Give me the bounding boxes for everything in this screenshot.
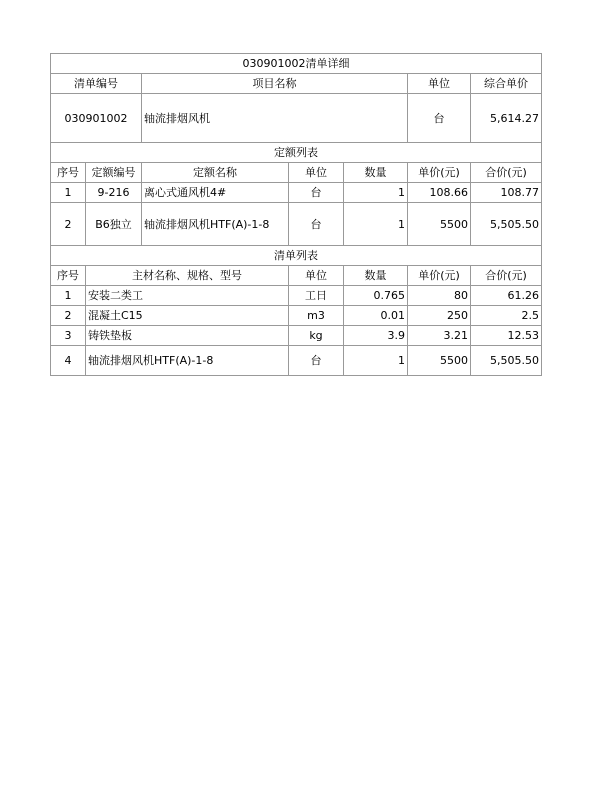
material-seq: 1 — [51, 286, 86, 306]
quota-unit: 台 — [289, 203, 344, 246]
quota-total: 108.77 — [471, 183, 542, 203]
quota-price: 5500 — [408, 203, 471, 246]
material-price: 3.21 — [408, 326, 471, 346]
material-unit: kg — [289, 326, 344, 346]
quota-section-title: 定额列表 — [51, 143, 542, 163]
material-qty: 3.9 — [344, 326, 408, 346]
quota-seq-header: 序号 — [51, 163, 86, 183]
quota-section-row — [51, 143, 542, 163]
quota-name-header: 定额名称 — [142, 163, 289, 183]
quota-header-row — [51, 163, 542, 183]
bill-price: 5,614.27 — [471, 94, 542, 143]
quota-qty: 1 — [344, 203, 408, 246]
material-qty: 0.01 — [344, 306, 408, 326]
bill-name: 轴流排烟风机 — [142, 94, 408, 143]
material-section-row — [51, 246, 542, 266]
material-total: 2.5 — [471, 306, 542, 326]
quota-name: 离心式通风机4# — [142, 183, 289, 203]
material-qty: 1 — [344, 346, 408, 376]
material-price-header: 单价(元) — [408, 266, 471, 286]
material-unit: m3 — [289, 306, 344, 326]
material-unit: 台 — [289, 346, 344, 376]
material-name: 轴流排烟风机HTF(A)-1-8 — [86, 346, 289, 376]
material-qty-header: 数量 — [344, 266, 408, 286]
material-seq: 2 — [51, 306, 86, 326]
quota-total-header: 合价(元) — [471, 163, 542, 183]
bill-unit-header: 单位 — [408, 74, 471, 94]
material-section-title: 清单列表 — [51, 246, 542, 266]
quota-total: 5,505.50 — [471, 203, 542, 246]
material-seq-header: 序号 — [51, 266, 86, 286]
quota-code: 9-216 — [86, 183, 142, 203]
quota-unit: 台 — [289, 183, 344, 203]
material-qty: 0.765 — [344, 286, 408, 306]
material-total-header: 合价(元) — [471, 266, 542, 286]
table-row — [51, 183, 542, 203]
title-row — [51, 54, 542, 74]
table-row — [51, 286, 542, 306]
quota-price-header: 单价(元) — [408, 163, 471, 183]
table-row — [51, 203, 542, 246]
material-total: 5,505.50 — [471, 346, 542, 376]
material-total: 12.53 — [471, 326, 542, 346]
quota-price: 108.66 — [408, 183, 471, 203]
bill-detail-table — [50, 53, 542, 376]
quota-name: 轴流排烟风机HTF(A)-1-8 — [142, 203, 289, 246]
material-unit-header: 单位 — [289, 266, 344, 286]
bill-code-header: 清单编号 — [51, 74, 142, 94]
material-unit: 工日 — [289, 286, 344, 306]
quota-seq: 2 — [51, 203, 86, 246]
material-seq: 4 — [51, 346, 86, 376]
material-total: 61.26 — [471, 286, 542, 306]
material-name: 铸铁垫板 — [86, 326, 289, 346]
quota-qty-header: 数量 — [344, 163, 408, 183]
bill-name-header: 项目名称 — [142, 74, 408, 94]
bill-code: 030901002 — [51, 94, 142, 143]
quota-seq: 1 — [51, 183, 86, 203]
quota-qty: 1 — [344, 183, 408, 203]
bill-row — [51, 94, 542, 143]
material-price: 250 — [408, 306, 471, 326]
bill-unit: 台 — [408, 94, 471, 143]
quota-code: B6独立 — [86, 203, 142, 246]
material-price: 80 — [408, 286, 471, 306]
material-header-row — [51, 266, 542, 286]
table-row — [51, 306, 542, 326]
quota-code-header: 定额编号 — [86, 163, 142, 183]
material-price: 5500 — [408, 346, 471, 376]
table-row — [51, 346, 542, 376]
material-seq: 3 — [51, 326, 86, 346]
material-name: 混凝土C15 — [86, 306, 289, 326]
material-name-header: 主材名称、规格、型号 — [86, 266, 289, 286]
sheet-title: 030901002清单详细 — [51, 54, 542, 74]
table-row — [51, 326, 542, 346]
material-name: 安装二类工 — [86, 286, 289, 306]
bill-header-row — [51, 74, 542, 94]
bill-price-header: 综合单价 — [471, 74, 542, 94]
quota-unit-header: 单位 — [289, 163, 344, 183]
